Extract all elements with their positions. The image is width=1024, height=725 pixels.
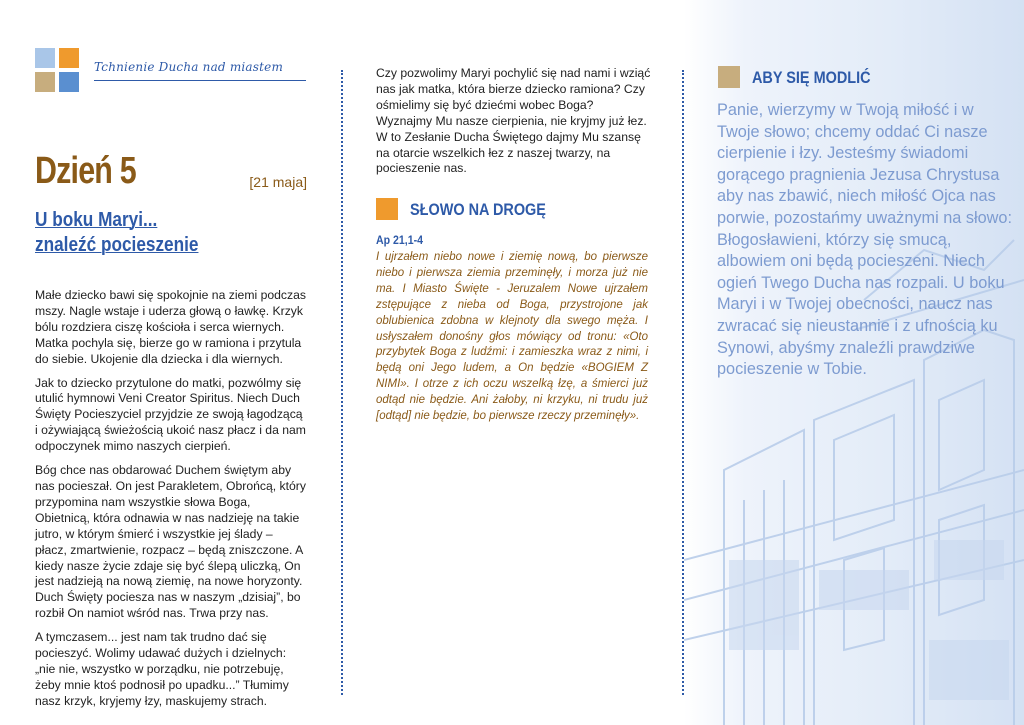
logo-square-light-blue — [35, 48, 55, 68]
subtitle-line-2: znaleźć pocieszenie — [35, 234, 199, 256]
heading-square-tan — [718, 66, 740, 88]
logo-square-orange — [59, 48, 79, 68]
scripture-quote: I ujrzałem niebo nowe i ziemię nową, bo pierwsze niebo i pierwsza ziemia przeminęły, i morza już nie ma. I Miasto Święte - Jeruzalem Nowe ujrzałem zstępujące z nieba od Boga, przystrojone jak oblubienica zdobna w klejnoty dla swego męża. I usłyszałem donośny głos mówiący od tronu: «Oto przybytek Boga z ludźmi: i zamieszka wraz z nimi, i będą oni Jego ludem, a On będzie «BOGIEM Z NIMI». I otrze z ich oczu wszelką łzę, a śmierci już odtąd nie będzie. Ani żałoby, ni krzyku, ni trudu już [odtąd] nie będzie, bo pierwsze rzeczy przeminęły». — [376, 251, 648, 423]
left-body-text — [35, 288, 307, 718]
logo-mark — [35, 48, 79, 92]
paragraph: Małe dziecko bawi się spokojnie na ziemi podczas mszy. Nagle wstaje i uderza głową o ławkę. Krzyk bólu rozdziera ciszę kościoła i serca wiernych. Matka pochyla się, bierze go w ramiona i przytula do siebie. Ukojenie dla dziecka i dla wiernych. — [35, 288, 306, 366]
brand-underline — [94, 80, 306, 81]
paragraph: Jak to dziecko przytulone do matki, pozwólmy się utulić hymnowi Veni Creator Spiritus. Niech Duch Święty Pocieszyciel przyjdzie ze swoją łagodzącą i ożywiającą świeżością ukoić nasz płacz i da nam odpoczynek mimo naszych cierpień. — [35, 375, 306, 454]
day-date: [21 maja] — [249, 174, 307, 190]
scripture-reference: Ap 21,1-4 — [376, 233, 423, 247]
paragraph: A tymczasem... jest nam tak trudno dać się pocieszyć. Wolimy udawać dużych i dzielnych: „nie nie, wszystko w porządku, nie potrzebuję, żeby mnie ktoś podnosił po upadku...” Tłumimy nasz krzyk, kryjemy łzy, maskujemy strach. — [35, 630, 289, 708]
brand-title: Tchnienie Ducha nad miastem — [94, 60, 284, 74]
day-title: Dzień 5 — [35, 150, 136, 192]
subtitle-line-1: U boku Maryi... — [35, 209, 158, 231]
prayer-text: Panie, wierzymy w Twoją miłość i w Twoje słowo; chcemy oddać Ci nasze cierpienie i łzy. Jesteśmy świadomi gorącego pragnienia Jezusa Chrystusa aby nas zbawić, niech miłość Ojca nas porwie, pozostańmy uważnymi na słowo: Błogosławieni, którzy się smucą, albowiem oni będą pocieszeni. Niech ogień Twego Ducha nas rozpali. U boku Maryi i w Twojej obecności, naucz nas zwracać się nieustannie i z ufnością ku Synowi, abyśmy znaleźli prawdziwe pocieszenie w Tobie. — [717, 101, 1013, 379]
paragraph: Czy pozwolimy Maryi pochylić się nad nami i wziąć nas jak matka, która bierze dziecko ramiona? Czy ośmielimy się być dziećmi wobec Boga? Wyznajmy Mu nasze cierpienia, nie kryjmy już łez. W to Zesłanie Ducha Świętego dajmy Mu szansę na otarcie wszelkich łez z naszej twarzy, na pocieszenie nas. — [376, 66, 651, 176]
middle-body-text — [376, 66, 652, 185]
section-heading-word: SŁOWO NA DROGĘ — [410, 200, 546, 219]
logo-square-blue — [59, 72, 79, 92]
logo-square-tan — [35, 72, 55, 92]
paragraph: Bóg chce nas obdarować Duchem świętym aby nas pocieszał. On jest Parakletem, Obrońcą, który przypomina nam wszystkie słowa Boga, Obietnicą, która odnawia w nas nadzieję na takie jutro, w którym śmierć i wszystkie jej ślady – płacz, zmartwienie, rozpacz – będą zniszczone. A kiedy nasze życie zdaje się być ślepą uliczką, On jest nadzieją na nową ziemię, na nowe horyzonty. Duch Święty pociesza nas w naszym „dzisiaj”, bo rozbił On namiot wśród nas. Trwa przy nas. — [35, 463, 306, 621]
section-subtitle — [35, 208, 198, 258]
heading-square-orange — [376, 198, 398, 220]
column-divider — [341, 70, 343, 695]
section-heading-pray: ABY SIĘ MODLIĆ — [752, 68, 871, 87]
